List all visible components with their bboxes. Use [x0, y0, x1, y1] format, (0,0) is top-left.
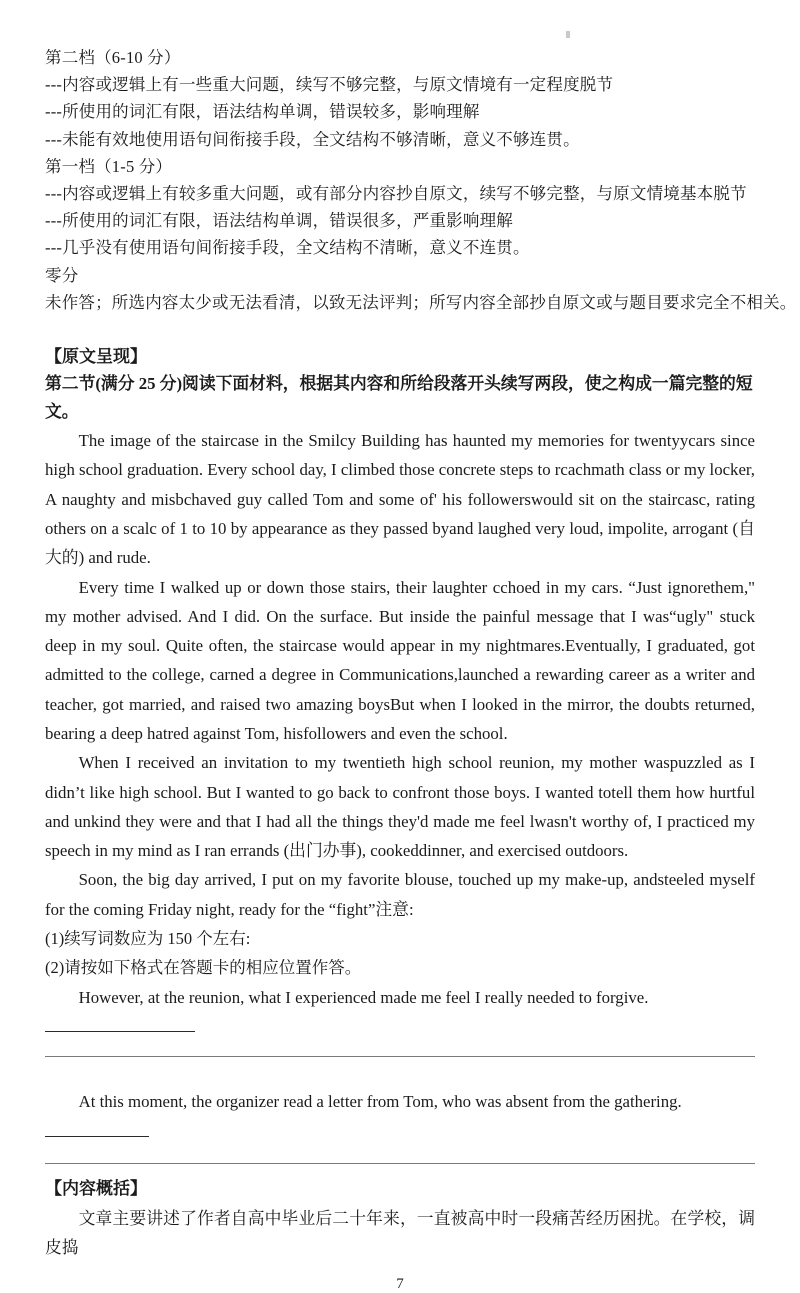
- note-answer-format: (2)请按如下格式在答题卡的相应位置作答。: [45, 958, 362, 978]
- answer-blank-1: [45, 1015, 195, 1032]
- passage-paragraph-1: The image of the staircase in the Smilcy Building has haunted my memories for twentyycars since high school graduation. Every school day, I climbed those concrete steps to rcachmath class or my locker, A naughty and misbchaved guy called Tom and some of' his followerswould sit on the staircasc, rating others on a scalc of 1 to 10 by appearance as they passed byand laughed very loud, impolite, arrogant (自大的) and rude.: [45, 431, 755, 568]
- rubric-tier2-title: 第二档（6-10 分）: [45, 48, 181, 67]
- rubric-zero-criterion: 未作答；所选内容太少或无法看清，以致无法评判；所写内容全部抄自原文或与题目要求完全不相关。: [45, 292, 797, 312]
- summary-heading: 【内容概括】: [45, 1178, 147, 1198]
- rubric-tier1-criterion-2: ---所使用的词汇有限，语法结构单调，错误很多，严重影响理解: [45, 211, 513, 231]
- scan-artifact-dot: [566, 31, 570, 38]
- rubric-tier1-title: 第一档（1-5 分）: [45, 156, 173, 176]
- writing-area-rule-1: [45, 1056, 755, 1057]
- continuation-prompt-1: [45, 983, 755, 1042]
- passage-paragraph-2: Every time I walked up or down those stairs, their laughter cchoed in my cars. “Just ignorethem," my mother advised. And I did. On the surface. But inside the painful message that I was“ugly" stuck deep in my soul. Quite often, the staircase would appear in my nightmares.Eventually, I graduated, got admitted to the college, carned a degree in Communications,launched a rewarding career as a writer and teacher, got married, and raised two amazing boysBut when I looked in the mirror, the doubts returned, bearing a deep hatred against Tom, hisfollowers and even the school.: [45, 577, 755, 743]
- answer-blank-2: [45, 1120, 149, 1137]
- continuation-prompt-2-text: At this moment, the organizer read a letter from Tom, who was absent from the gathering.: [78, 1092, 682, 1112]
- summary-text: 文章主要讲述了作者自高中毕业后二十年来，一直被高中时一段痛苦经历困扰。在学校，调皮捣: [45, 1208, 755, 1258]
- original-text-heading: 【原文呈现】: [45, 347, 147, 367]
- rubric-tier1-criterion-3: ---几乎没有使用语句间衔接手段，全文结构不清晰，意义不连贯。: [45, 238, 530, 258]
- task-instructions: 第二节(满分 25 分)阅读下面材料，根据其内容和所给段落开头续写两段，使之构成一篇完整的短文。: [45, 374, 753, 422]
- rubric-tier2-criterion-2: ---所使用的词汇有限，语法结构单调，错误较多，影响理解: [45, 102, 480, 122]
- continuation-prompt-2: [45, 1087, 755, 1146]
- passage-paragraph-4: Soon, the big day arrived, I put on my favorite blouse, touched up my make-up, andsteeled myself for the coming Friday night, ready for the “fight”注意:: [45, 870, 755, 919]
- continuation-prompt-1-text: However, at the reunion, what I experienced made me feel I really needed to forgive.: [78, 987, 649, 1007]
- rubric-zero-title: 零分: [45, 265, 79, 285]
- passage-paragraph-3: When I received an invitation to my twentieth high school reunion, my mother waspuzzled as I didn’t like high school. But I wanted to go back to confront those boys. I wanted totell them how hurtful and unkind they were and that I had all the things they'd made me feel lwasn't worthy of, I practiced my speech in my mind as I ran errands (出门办事), cookeddinner, and exercised outdoors.: [45, 753, 755, 861]
- rubric-tier2-criterion-3: ---未能有效地使用语句间衔接手段，全文结构不够清晰，意义不够连贯。: [45, 129, 580, 149]
- rubric-tier2-criterion-1: ---内容或逻辑上有一些重大问题，续写不够完整，与原文情境有一定程度脱节: [45, 75, 614, 95]
- writing-area-rule-2: [45, 1163, 755, 1164]
- note-word-count: (1)续写词数应为 150 个左右:: [45, 929, 251, 949]
- rubric-tier1-criterion-1: ---内容或逻辑上有较多重大问题，或有部分内容抄自原文，续写不够完整，与原文情境基本脱节: [45, 184, 747, 204]
- original-text-section: [45, 343, 755, 1164]
- scoring-rubric: [45, 44, 797, 316]
- summary-section: [45, 1175, 755, 1263]
- page-number: 7: [396, 1276, 404, 1293]
